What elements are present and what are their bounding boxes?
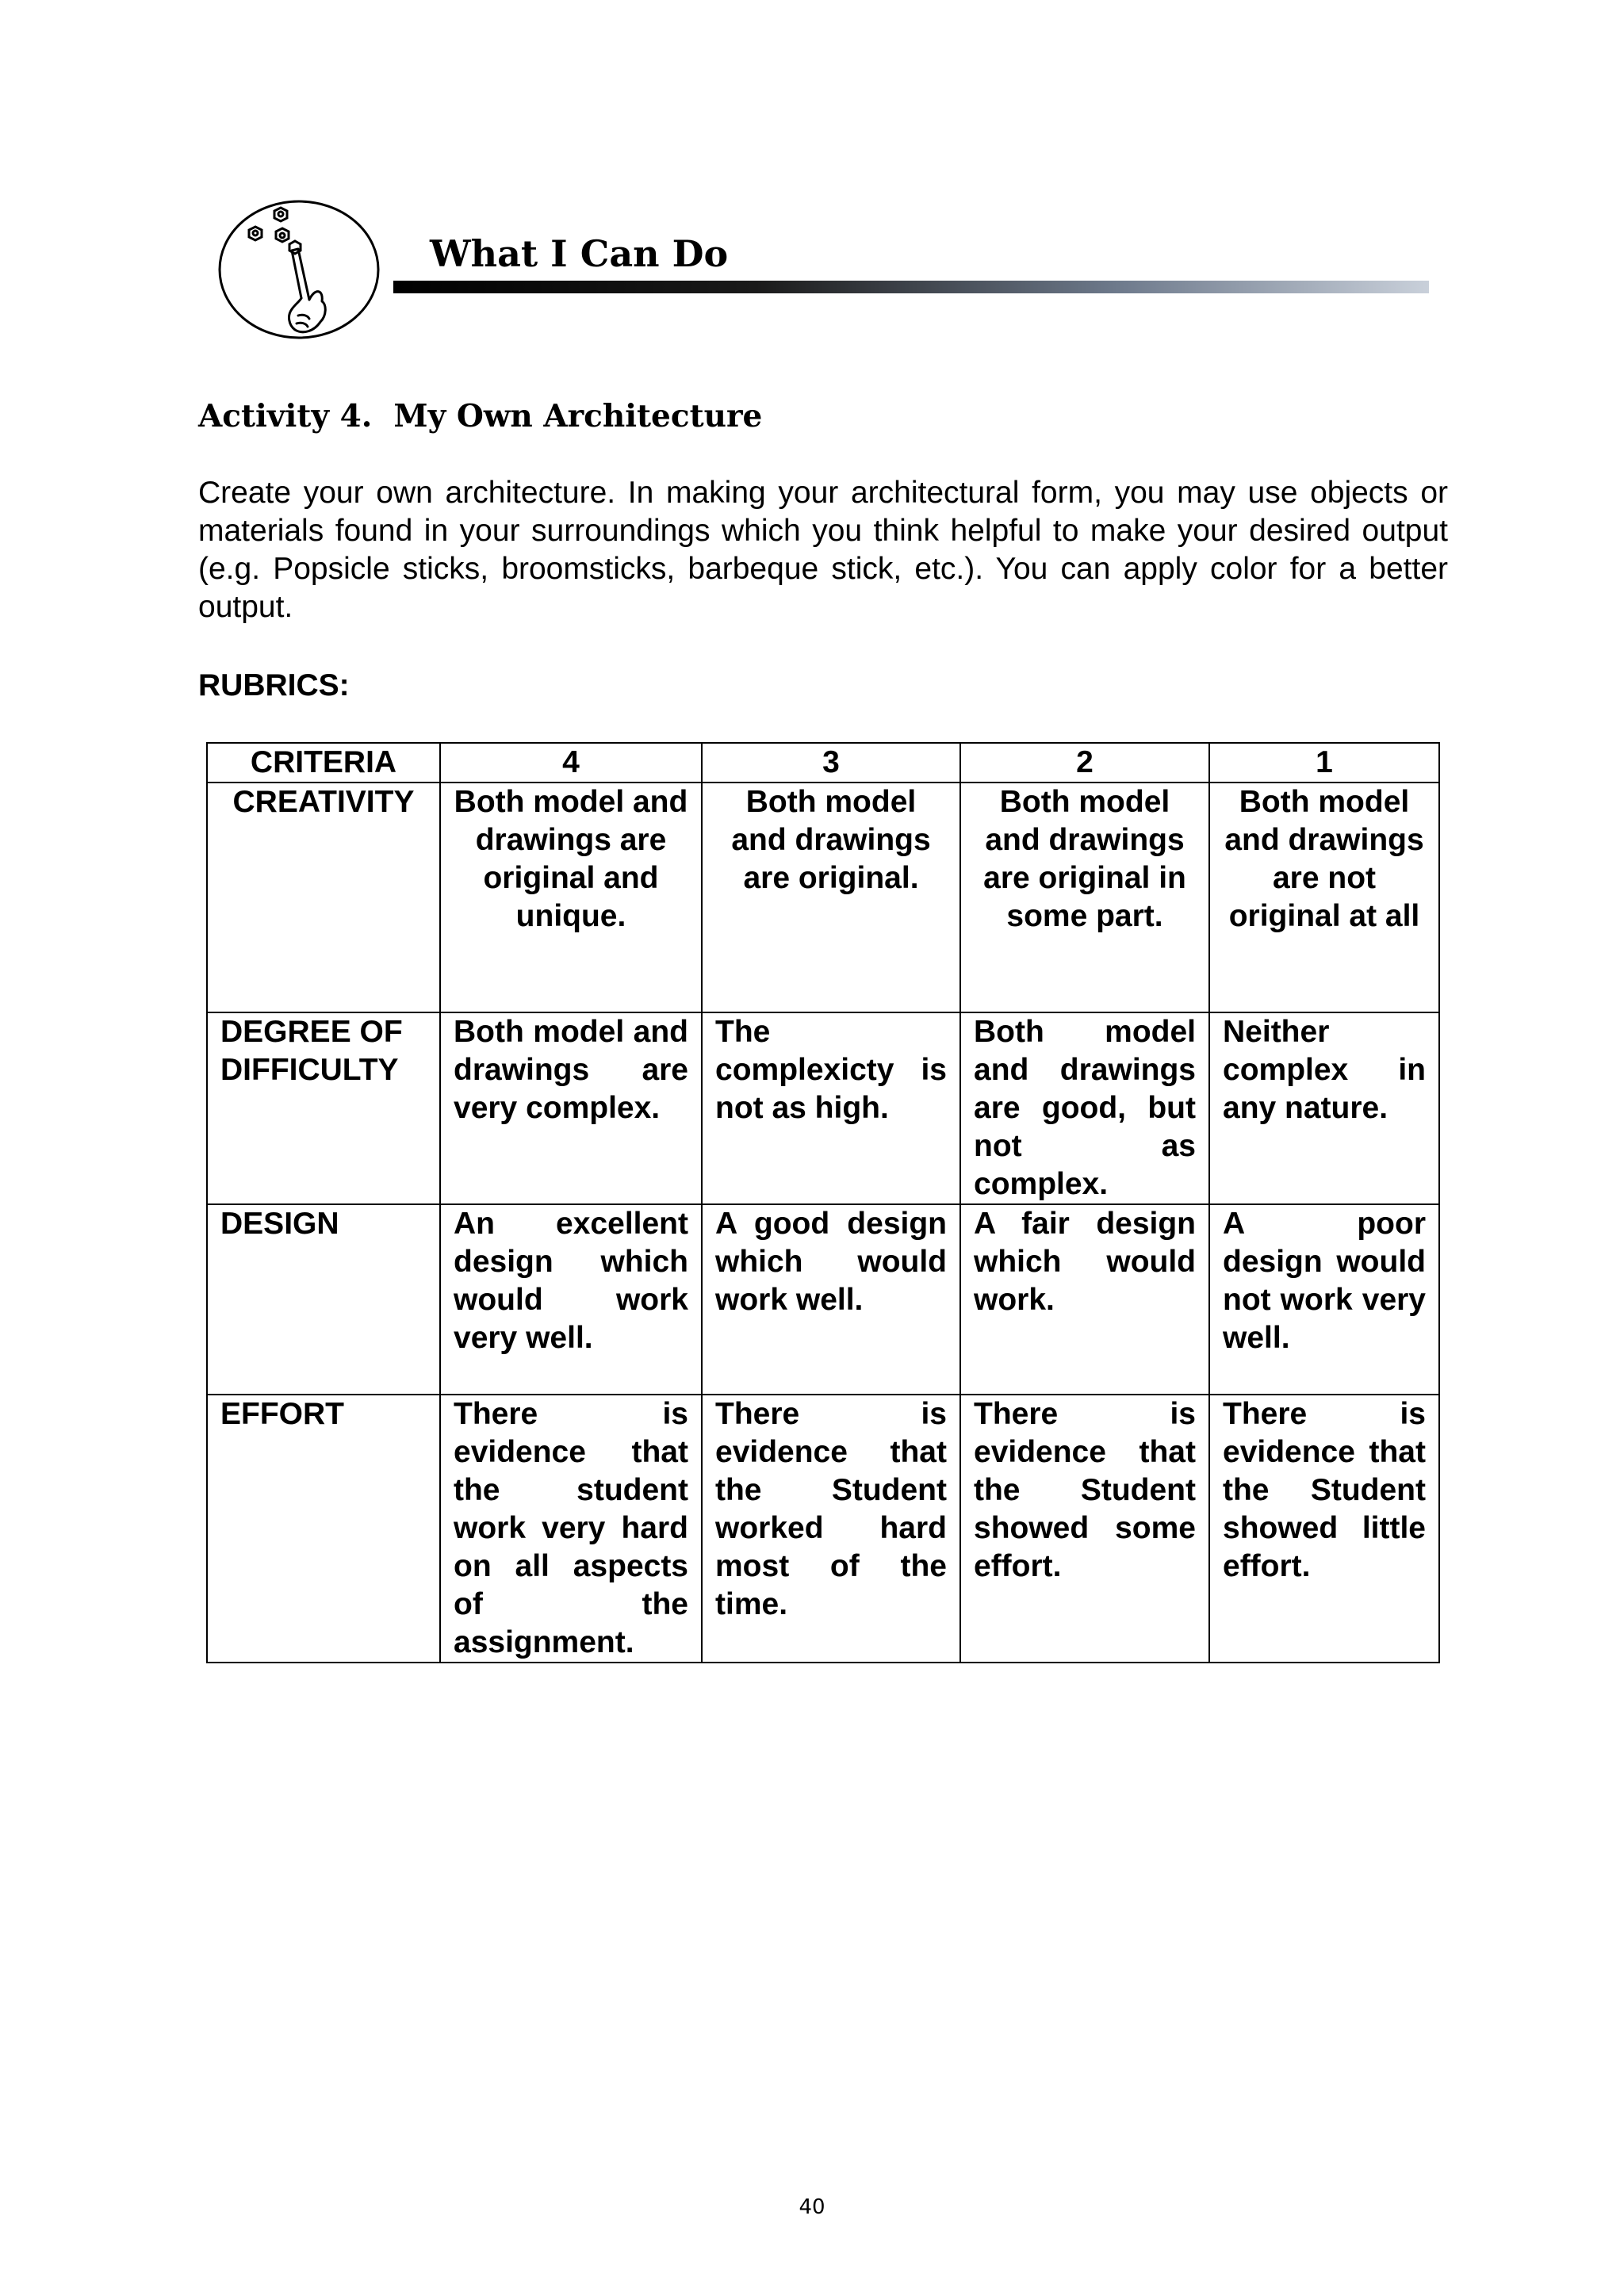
rubric-cell: A good design which would work well. — [702, 1204, 960, 1395]
rubric-row-degree-of-difficulty — [207, 1012, 1439, 1204]
criteria-cell: EFFORT — [207, 1395, 440, 1663]
rubric-cell: Both model and drawings are not original at all — [1209, 783, 1439, 1012]
criteria-cell: DEGREE OF DIFFICULTY — [207, 1012, 440, 1204]
section-title: What I Can Do — [430, 232, 729, 275]
rubric-cell: Both model and drawings are very complex. — [440, 1012, 702, 1204]
rubric-cell: Both model and drawings are original in some part. — [960, 783, 1209, 1012]
rubric-cell: A poor design would not work very well. — [1209, 1204, 1439, 1395]
rubrics-label: RUBRICS: — [198, 668, 350, 702]
page-number: 40 — [799, 2195, 825, 2219]
rubric-row-creativity — [207, 783, 1439, 1012]
rubric-cell: The complexicty is not as high. — [702, 1012, 960, 1204]
activity-title: Activity 4. My Own Architecture — [198, 398, 763, 434]
title-underline-bar — [393, 281, 1429, 293]
rubric-cell: There is evidence that the Student showed some effort. — [960, 1395, 1209, 1663]
rubric-table — [206, 742, 1440, 1663]
rubric-cell: An excellent design which would work very well. — [440, 1204, 702, 1395]
header-criteria: CRITERIA — [207, 743, 440, 783]
header-score-1: 1 — [1209, 743, 1439, 783]
rubric-row-design — [207, 1204, 1439, 1395]
rubric-row-effort — [207, 1395, 1439, 1663]
rubric-cell: There is evidence that the Student showed little effort. — [1209, 1395, 1439, 1663]
rubric-cell: A fair design which would work. — [960, 1204, 1209, 1395]
rubric-cell: There is evidence that the Student worked hard most of the time. — [702, 1395, 960, 1663]
rubric-header-row — [207, 743, 1439, 783]
criteria-cell: CREATIVITY — [207, 783, 440, 1012]
header-score-3: 3 — [702, 743, 960, 783]
hand-with-gears-icon — [216, 198, 382, 341]
rubric-cell: Both model and drawings are original. — [702, 783, 960, 1012]
rubric-cell: Both model and drawings are good, but not as complex. — [960, 1012, 1209, 1204]
activity-instructions: Create your own architecture. In making your architectural form, you may use objects or materials found in your surroundings which you think helpful to make your desired output (e.g. Popsicle sticks, broomsticks, barbeque stick, etc.). You can apply color for a better output. — [198, 476, 1448, 624]
criteria-cell: DESIGN — [207, 1204, 440, 1395]
header-score-2: 2 — [960, 743, 1209, 783]
rubric-cell: There is evidence that the student work very hard on all aspects of the assignment. — [440, 1395, 702, 1663]
rubric-cell: Neither complex in any nature. — [1209, 1012, 1439, 1204]
rubric-cell: Both model and drawings are original and unique. — [440, 783, 702, 1012]
header-score-4: 4 — [440, 743, 702, 783]
